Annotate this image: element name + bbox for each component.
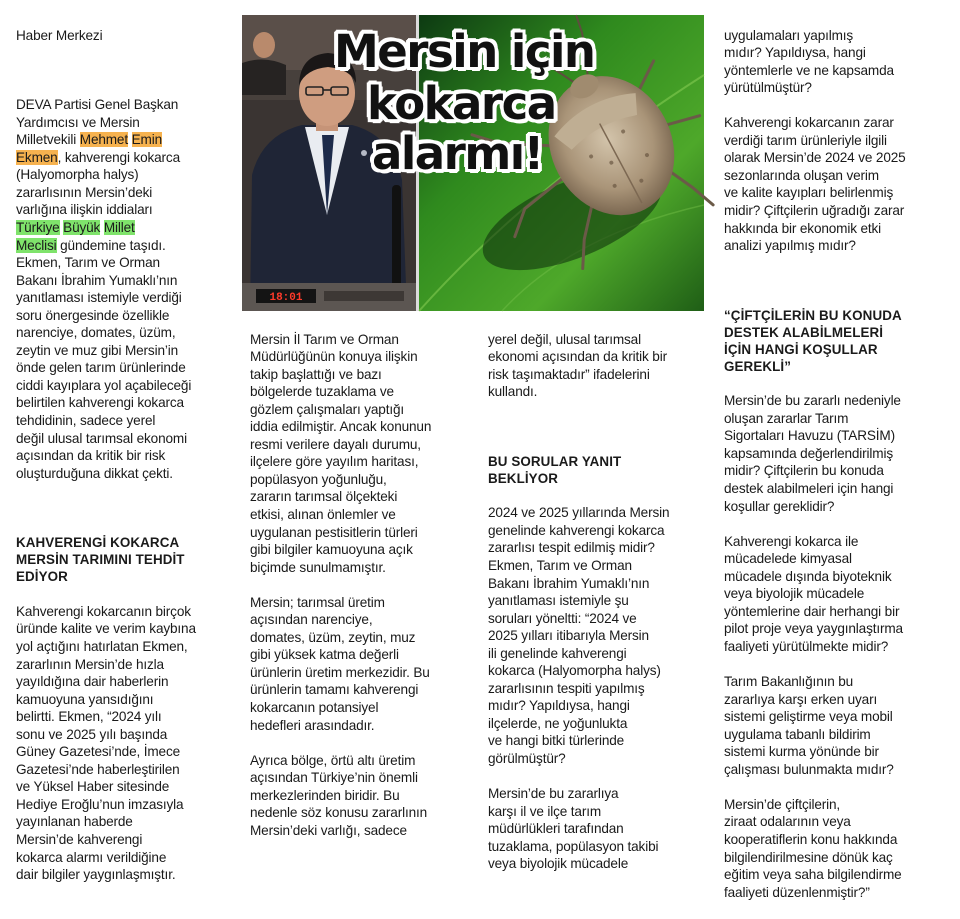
photo-illustration (242, 15, 704, 311)
headline-line-1: Mersin için (334, 25, 595, 78)
highlight-mehmet: Mehmet (79, 132, 128, 148)
paragraph: Mersin; tarımsal üretim açısından narenciye, domates, üzüm, zeytin, muz gibi yüksek katma değerli ürünlerin üretim merkezidir. Bu ürünlerin tamamı kahverengi kokarcanın potansiyel hedefleri arasındadır. (250, 594, 430, 733)
paragraph: Mersin’de bu zararlı nedeniyle oluşan zararlar Tarım Sigortaları Havuzu (TARSİM) kapsamında değerlendirilmiş midir? Çiftçilerin bu konuda destek alabilmeleri için hangi koşullar gereklidir? (724, 393, 901, 514)
paragraph: Kahverengi kokarcanın birçok üründe kalite ve verim kaybına yol açtığını hatırlatan Ekmen, zararlının Mersin’de hızla yayıldığına dair haberlerin kamuoyuna yansıdığını belirtti. Ekmen, “2024 yılı sonu ve 2025 yılı başında Güney Gazetesi’nde, İmece Gazetesi’nde haberleştirilen ve Yüksel Haber sitesinde Hediye Eroğlu’nun imzasıyla yayınlanan haberde Mersin’de kahverengi kokarca alarmı verildiğine dair bilgiler yaygınlaşmıştır. (16, 603, 196, 883)
paragraph: 2024 ve 2025 yıllarında Mersin genelinde kahverengi kokarca zararlısı tespit edilmiş midir? Ekmen, Tarım ve Orman Bakanı İbrahim Yumaklı’nın yanıtlaması istemiyle şu soruları yöneltti: “2024 ve 2025 yılları itibarıyla Mersin ili genelinde kahverengi kokarca (Halyomorpha halys) zararlısının tespiti yapılmış mıdır? Yapıldıysa, hangi ilçelerde, ne yoğunlukta ve hangi bitki türlerinde görülmüştür? (488, 505, 670, 767)
paragraph: Ayrıca bölge, örtü altı üretim açısından Türkiye’nin önemli merkezlerinden biridir. Bu nedenle söz konusu zararlının Mersin’deki varlığı, sadece (250, 752, 428, 838)
article-column-3 (488, 313, 718, 890)
paragraph: Mersin İl Tarım ve Orman Müdürlüğünün konuya ilişkin takip başlattığı ve bazı bölgelerde tuzaklama ve gözlem çalışmaları yaptığı iddia edilmiştir. Ancak konunun resmi verilere dayalı durumu, ilçelere göre yayılım haritası, popülasyon yoğunluğu, zararın tarımsal ölçekteki etkisi, alınan önlemler ve uygulanan pestisitlerin türleri gibi bilgiler kamuoyuna açık biçimde sunulmamıştır. (250, 331, 432, 575)
highlight-buyuk: Büyük (63, 220, 101, 236)
article-column-4 (724, 9, 954, 919)
article-column-1 (16, 9, 231, 901)
paragraph: Tarım Bakanlığının bu zararlıya karşı erken uyarı sistemi geliştirme veya mobil uygulama tabanlı bildirim sistemi kurma yönünde bir çalışması bulunmakta mıdır? (724, 674, 894, 777)
highlight-meclisi: Meclisi (16, 237, 57, 253)
podium-counter: 18:01 (269, 292, 303, 304)
news-photo (242, 15, 704, 311)
paragraph: Kahverengi kokarca ile mücadelede kimyasal mücadele dışında biyoteknik veya biyolojik mücadele yöntemlerine dair herhangi bir pilot proje veya yaygınlaştırma faaliyeti yürütülmekte midir? (724, 533, 903, 654)
paragraph: Mersin’de bu zararlıya karşı il ve ilçe tarım müdürlükleri tarafından tuzaklama, popülasyon takibi veya biyolojik mücadele (488, 786, 659, 872)
highlight-millet: Millet (103, 220, 135, 236)
section-heading-questions: BU SORULAR YANIT BEKLİYOR (488, 453, 622, 486)
microphone (392, 185, 401, 290)
paragraph: Mersin’de çiftçilerin, ziraat odalarının veya kooperatiflerin konu hakkında bilgilendirilmesine dönük kaç eğitim veya saha bilgilendirme faaliyeti düzenlenmiştir?” (724, 796, 902, 900)
article-column-2 (250, 313, 478, 857)
headline-line-2: kokarca (367, 77, 556, 130)
highlight-emin: Emin (131, 132, 162, 148)
paragraph: yerel değil, ulusal tarımsal ekonomi açısından da kritik bir risk taşımaktadır” ifadelerini kullandı. (488, 331, 667, 400)
highlight-ekmen: Ekmen (16, 149, 58, 165)
headline-line-3: alarmı! (372, 127, 543, 180)
highlight-turkiye: Türkiye (16, 220, 60, 236)
byline: Haber Merkezi (16, 27, 103, 43)
background-person (253, 32, 275, 58)
lead-paragraph: DEVA Partisi Genel Başkan Yardımcısı ve Mersin Milletvekili Mehmet Emin Ekmen, kahverengi kokarca (Halyomorpha halys) zararlısının Mersin’deki varlığına ilişkin iddiaları Türkiye Büyük Millet Meclisi gündemine taşıdı. Ekmen, Tarım ve Orman Bakanı İbrahim Yumaklı’nın yanıtlaması istemiyle verdiği soru önergesinde özellikle narenciye, domates, üzüm, zeytin ve muz gibi Mersin’in önde gelen tarım ürünlerinde ciddi kayıplara yol açabileceği belirtilen kahverengi kokarca tehdidinin, sadece yerel değil ulusal tarımsal ekonomi açısından da kritik bir risk oluşturduğuna dikkat çekti. (16, 97, 192, 481)
paragraph: Kahverengi kokarcanın zarar verdiği tarım ürünleriyle ilgili olarak Mersin’de 2024 ve 2025 sezonlarında oluşan verim ve kalite kayıpları belirlenmiş midir? Çiftçilerin uğradığı zarar hakkında bir ekonomik etki analizi yapılmış mıdır? (724, 115, 906, 254)
section-heading-support: “ÇİFTÇİLERİN BU KONUDA DESTEK ALABİLMELERİ İÇİN HANGİ KOŞULLAR GEREKLİ” (724, 307, 902, 374)
section-heading-threat: KAHVERENGİ KOKARCA MERSİN TARIMINI TEHDİT EDİYOR (16, 535, 185, 585)
paragraph: uygulamaları yapılmış mıdır? Yapıldıysa, hangi yöntemlerle ve ne kapsamda yürütülmüştür? (724, 27, 894, 96)
